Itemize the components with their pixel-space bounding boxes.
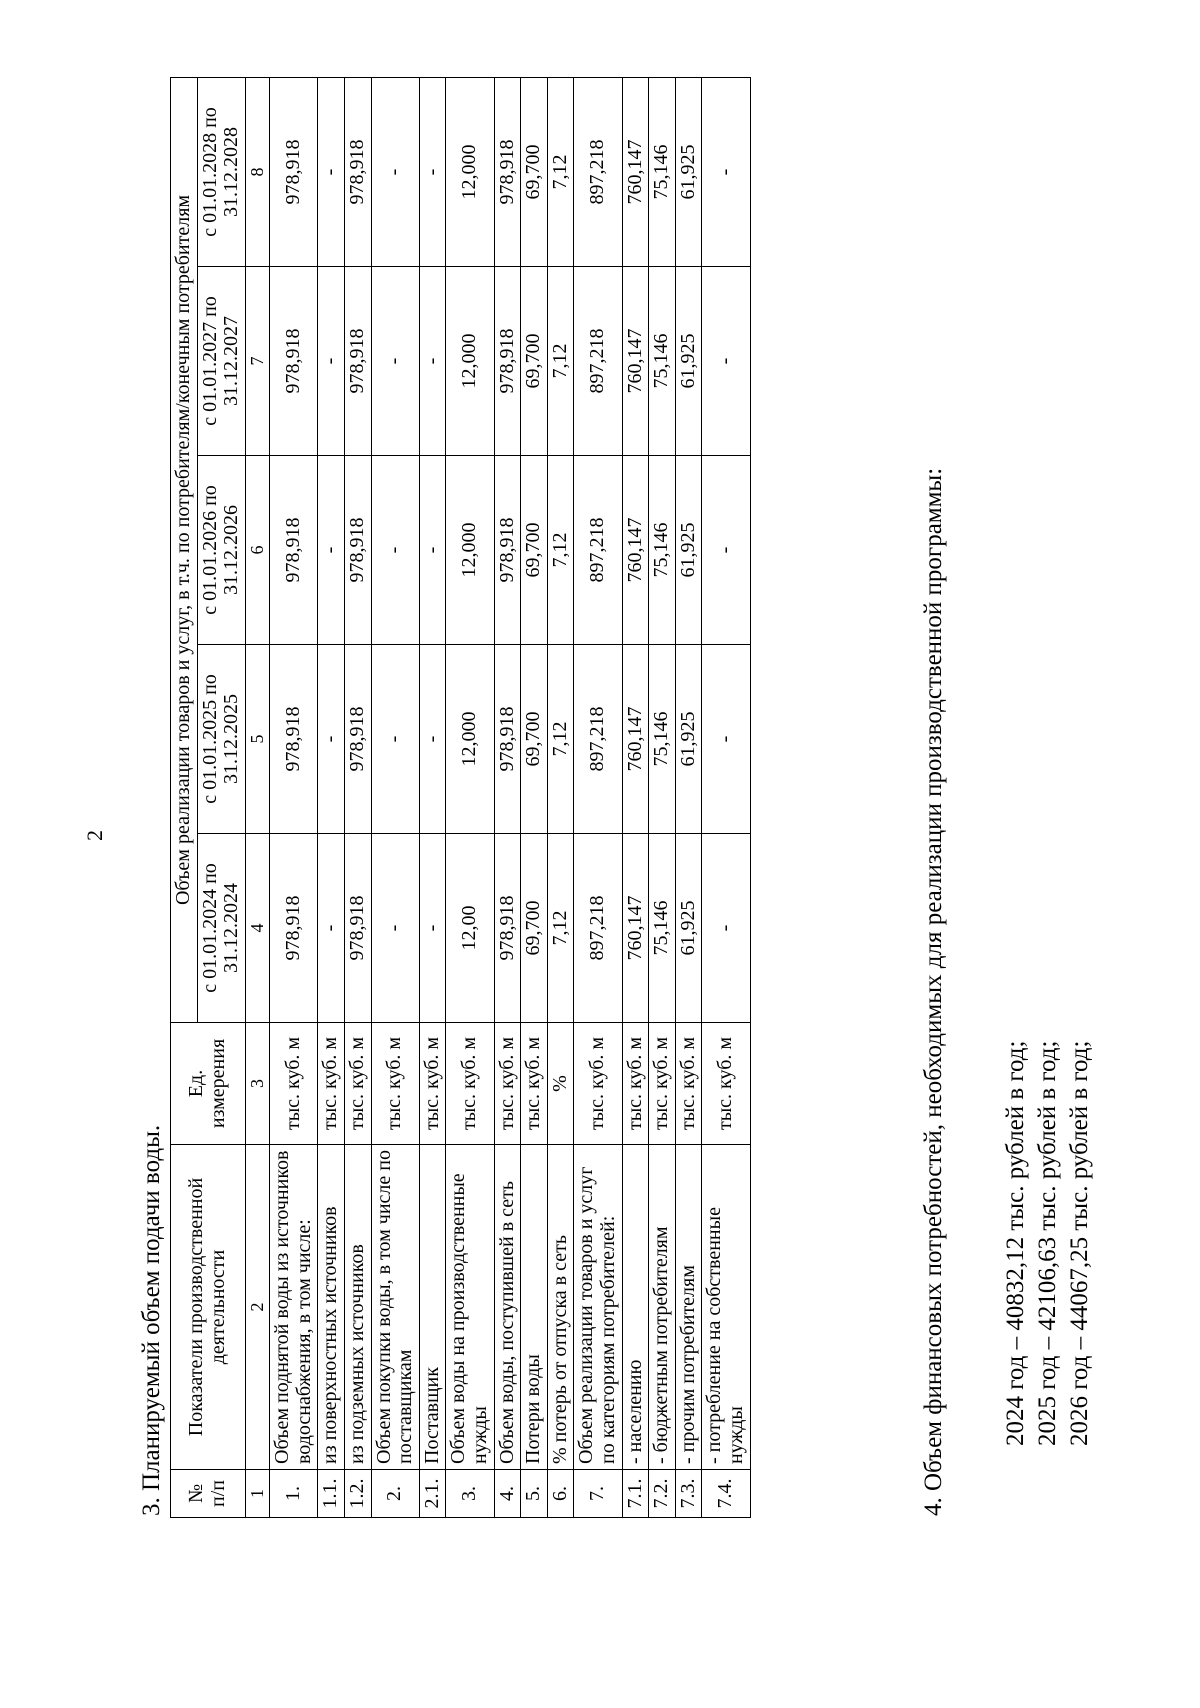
row-value: 75,146 [649,645,676,834]
row-value: 978,918 [345,645,372,834]
row-value: - [702,645,750,834]
row-value: 978,918 [345,456,372,645]
row-indicator: - населению [622,1145,649,1470]
row-unit: тыс. куб. м [345,1023,372,1145]
row-unit: тыс. куб. м [371,1023,419,1145]
row-value: 61,925 [675,77,702,266]
column-number-row [245,77,269,1517]
column-number: 6 [245,456,269,645]
row-value: 75,146 [649,456,676,645]
page-number: 2 [82,830,107,841]
table-row [649,77,676,1517]
row-value: - [419,834,446,1023]
row-number: 1. [270,1470,318,1518]
row-value: 760,147 [622,267,649,456]
row-value: - [702,456,750,645]
row-indicator: - бюджетным потребителям [649,1145,676,1470]
row-indicator: Потери воды [521,1145,548,1470]
row-value: 760,147 [622,834,649,1023]
row-unit: тыс. куб. м [318,1023,345,1145]
row-unit: тыс. куб. м [702,1023,750,1145]
row-value: - [371,456,419,645]
row-value: 61,925 [675,834,702,1023]
row-unit: тыс. куб. м [446,1023,494,1145]
row-value: 760,147 [622,77,649,266]
row-value: 978,918 [270,645,318,834]
table-body [270,77,750,1517]
row-value: - [419,77,446,266]
row-value: 69,700 [521,834,548,1023]
section-4-title: 4. Объем финансовых потребностей, необходимых для реализации производственной программы: [920,467,947,1516]
table-row [494,77,521,1517]
row-value: - [702,267,750,456]
column-number: 2 [245,1145,269,1470]
row-unit: % [547,1023,574,1145]
row-value: 978,918 [270,267,318,456]
row-unit: тыс. куб. м [270,1023,318,1145]
row-indicator: из поверхностных источников [318,1145,345,1470]
row-indicator: Объем поднятой воды из источников водоснабжения, в том числе: [270,1145,318,1470]
row-value: 978,918 [345,267,372,456]
section-3-title: 3. Планируемый объем подачи воды. [138,1124,165,1516]
row-value: 978,918 [345,77,372,266]
row-value: 897,218 [574,77,622,266]
row-value: 75,146 [649,77,676,266]
table-row [622,77,649,1517]
row-unit: тыс. куб. м [494,1023,521,1145]
header-group: Объем реализации товаров и услуг, в т.ч. по потребителям/конечным потребителям [171,77,198,1022]
row-value: 12,000 [446,267,494,456]
row-unit: тыс. куб. м [574,1023,622,1145]
row-value: 7,12 [547,267,574,456]
row-indicator: Объем реализации товаров и услуг по категориям потребителей: [574,1145,622,1470]
row-indicator: - прочим потребителям [675,1145,702,1470]
header-period-5: с 01.01.2028 по 31.12.2028 [197,77,245,266]
row-unit: тыс. куб. м [675,1023,702,1145]
row-number: 7.1. [622,1470,649,1518]
row-value: 12,000 [446,456,494,645]
financial-line: 2024 год – 40832,12 тыс. рублей в год; [1002,1040,1029,1446]
table-row [574,77,622,1517]
row-number: 2. [371,1470,419,1518]
row-value: - [702,834,750,1023]
row-value: - [419,267,446,456]
column-number: 7 [245,267,269,456]
header-period-1: с 01.01.2024 по 31.12.2024 [197,834,245,1023]
header-period-4: с 01.01.2027 по 31.12.2027 [197,267,245,456]
row-value: 897,218 [574,645,622,834]
row-value: 61,925 [675,267,702,456]
row-number: 4. [494,1470,521,1518]
table-row [318,77,345,1517]
row-value: - [419,456,446,645]
row-value: - [318,456,345,645]
row-unit: тыс. куб. м [419,1023,446,1145]
row-value: 12,00 [446,834,494,1023]
row-value: 760,147 [622,645,649,834]
row-value: 75,146 [649,267,676,456]
column-number: 4 [245,834,269,1023]
row-indicator: - потребление на собственные нужды [702,1145,750,1470]
row-value: 760,147 [622,456,649,645]
row-number: 1.1. [318,1470,345,1518]
row-unit: тыс. куб. м [649,1023,676,1145]
row-value: 69,700 [521,645,548,834]
row-indicator: Объем покупки воды, в том числе по поставщикам [371,1145,419,1470]
row-number: 6. [547,1470,574,1518]
row-number: 5. [521,1470,548,1518]
column-number: 3 [245,1023,269,1145]
table-row [371,77,419,1517]
row-indicator: Объем воды на производственные нужды [446,1145,494,1470]
row-indicator: Поставщик [419,1145,446,1470]
table-row [521,77,548,1517]
row-number: 3. [446,1470,494,1518]
row-unit: тыс. куб. м [622,1023,649,1145]
row-value: 12,000 [446,645,494,834]
row-value: 69,700 [521,77,548,266]
header-indicator: Показатели производственной деятельности [171,1145,246,1470]
table-row [675,77,702,1517]
row-value: 75,146 [649,834,676,1023]
row-value: 978,918 [494,456,521,645]
table-row [446,77,494,1517]
column-number: 5 [245,645,269,834]
header-period-3: с 01.01.2026 по 31.12.2026 [197,456,245,645]
financial-line: 2026 год – 44067,25 тыс. рублей в год; [1066,1040,1093,1446]
row-value: 978,918 [494,267,521,456]
row-value: 978,918 [494,77,521,266]
row-value: 897,218 [574,267,622,456]
row-number: 7.4. [702,1470,750,1518]
row-value: 7,12 [547,77,574,266]
row-value: - [702,77,750,266]
header-unit: Ед. измерения [171,1023,246,1145]
financial-needs-list [1000,1041,1096,1446]
row-value: 978,918 [494,645,521,834]
row-value: - [371,645,419,834]
water-supply-table [170,77,751,1518]
row-value: 978,918 [270,77,318,266]
financial-line: 2025 год – 42106,63 тыс. рублей в год; [1034,1040,1061,1446]
row-number: 7.2. [649,1470,676,1518]
table-row [547,77,574,1517]
row-value: - [371,267,419,456]
row-value: 897,218 [574,456,622,645]
row-value: 978,918 [270,456,318,645]
table-row [702,77,750,1517]
row-value: 7,12 [547,645,574,834]
row-value: - [318,267,345,456]
row-value: - [318,645,345,834]
row-value: - [371,77,419,266]
row-value: - [371,834,419,1023]
table-row [345,77,372,1517]
row-unit: тыс. куб. м [521,1023,548,1145]
row-value: 61,925 [675,645,702,834]
header-period-2: с 01.01.2025 по 31.12.2025 [197,645,245,834]
row-value: - [419,645,446,834]
column-number: 8 [245,77,269,266]
row-value: 978,918 [270,834,318,1023]
row-number: 7.3. [675,1470,702,1518]
row-value: 69,700 [521,456,548,645]
header-num: № п/п [171,1470,246,1518]
row-number: 7. [574,1470,622,1518]
table-row [270,77,318,1517]
row-indicator: из подземных источников [345,1145,372,1470]
row-value: 7,12 [547,456,574,645]
row-value: 897,218 [574,834,622,1023]
row-indicator: Объем воды, поступившей в сеть [494,1145,521,1470]
row-number: 1.2. [345,1470,372,1518]
row-value: - [318,834,345,1023]
row-value: 12,000 [446,77,494,266]
row-value: 69,700 [521,267,548,456]
row-value: 7,12 [547,834,574,1023]
row-value: 978,918 [494,834,521,1023]
row-indicator: % потерь от отпуска в сеть [547,1145,574,1470]
row-value: 61,925 [675,456,702,645]
row-value: - [318,77,345,266]
row-value: 978,918 [345,834,372,1023]
table-row [419,77,446,1517]
column-number: 1 [245,1470,269,1518]
row-number: 2.1. [419,1470,446,1518]
